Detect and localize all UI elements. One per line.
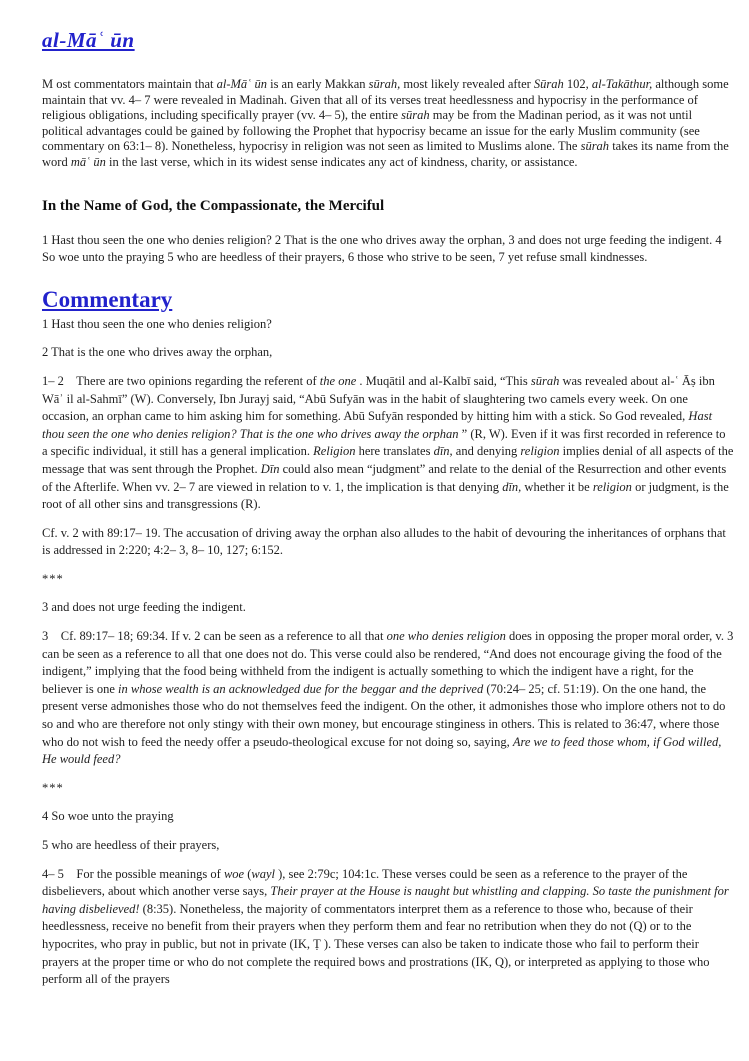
text-run: . Muqātil and al-Kalbī said, “This xyxy=(356,373,531,388)
italic-run: one who denies religion xyxy=(386,629,506,644)
section-separator xyxy=(42,571,734,589)
text-run: 3 Cf. 89:17– 18; 69:34. If v. 2 can be seen as a reference to all that xyxy=(42,629,387,644)
italic-run: al-Takāthur, xyxy=(591,77,653,91)
text-run: Cf. v. 2 with 89:17– 19. The accusation of driving away the orphan also alludes to the habit of devouring the inheritances of orphans that is addressed in 2:220; 4:2– 3, 8– 10, 127; 6:152. xyxy=(42,525,726,558)
intro-paragraph xyxy=(42,77,734,171)
text-run: 5 who are heedless of their prayers, xyxy=(42,838,220,852)
text-run: 1– 2 There are two opinions regarding the referent of xyxy=(42,373,320,388)
italic-run: Religion xyxy=(313,444,356,459)
text-run: or judgment, is the root of all other sins and transgressions (R). xyxy=(42,479,729,512)
text-run: was revealed about al-ʿ Āṣ ibn Wāʾ il al-Sahmī” (W). Conversely, Ibn Jurayj said, “Abū Sufyān was in the habit of slaughtering two camels every week. On one occasion, an orphan came to him asking him for something. Abū Sufyān responded by hitting him with a stick. So God revealed, xyxy=(42,373,715,424)
italic-run: religion xyxy=(520,444,560,459)
commentary-paragraph xyxy=(42,628,734,769)
bismillah-heading: In the Name of God, the Compassionate, the Merciful xyxy=(42,197,385,214)
text-run: may be from the Madinan period, as it was not until political advantages could be gained by following the Prophet that hypocrisy became an issue for the early Muslim community (see commentary on 63:1– 8). Nonetheless, hypocrisy in religion was not seen as limited to Muslims alone. The xyxy=(42,108,700,154)
italic-run: māʿ ūn xyxy=(70,154,106,169)
text-run: although some maintain that vv. 4– 7 were revealed in Madinah. Given that all of its verses treat heedlessness and hypocrisy in the performance of religious obligations, including specifically prayer (vv. 4– 5), the entire xyxy=(42,77,729,123)
text-run: 1 Hast thou seen the one who denies religion? xyxy=(42,316,272,331)
italic-run: dīn, xyxy=(502,479,522,494)
commentary-paragraph xyxy=(42,525,734,560)
text-run: *** xyxy=(42,780,64,795)
italic-run: sūrah, xyxy=(368,77,401,91)
text-run: takes its name from the word xyxy=(42,139,729,169)
italic-run: Sūrah xyxy=(533,77,564,91)
surah-title-link[interactable]: al-Māʿ ūn xyxy=(42,28,135,52)
text-run: (70:24– 25; cf. 51:19). On the one hand, the present verse admonishes those who do not themselves feed the indigent. On the other, it admonishes those who implore others not to do so and who are therefore not only stingy with their own money, but encourage stinginess in others. This is related to 36:47, where those who do not wish to feed the needy offer a pseudo-theological excuse for not doing so, saying, xyxy=(42,681,726,749)
italic-run: sūrah xyxy=(530,373,560,388)
italic-run: in whose wealth is an acknowledged due for the beggar and the deprived xyxy=(118,681,484,696)
verse-line xyxy=(42,316,734,334)
section-separator xyxy=(42,780,734,798)
commentary-heading-row xyxy=(42,267,734,312)
italic-run: the one xyxy=(319,373,357,388)
commentary-paragraph xyxy=(42,373,734,514)
text-run: and denying xyxy=(452,444,521,459)
text-run: *** xyxy=(42,571,64,586)
text-run: does in opposing the proper moral order, v. 3 can be seen as a reference to all that one does not do. This verse could also be rendered, “And does not encourage giving the food of the indigent,” implying that the food being withheld from the indigent is actually something to which the indigent have a right, for the believer is one xyxy=(42,629,734,696)
text-run: here translates xyxy=(355,444,434,459)
text-run: most likely revealed after xyxy=(400,77,534,91)
italic-run: religion xyxy=(592,479,632,494)
commentary-heading-link[interactable]: Commentary xyxy=(42,286,173,312)
text-run: ” (R, W). Even if it was first recorded in reference to a specific individual, it still has a general implication. xyxy=(42,426,726,459)
verse-line xyxy=(42,344,734,362)
text-run: could also mean “judgment” and relate to the denial of the Resurrection and other events of the Afterlife. When vv. 2– 7 are viewed in relation to v. 1, the implication is that denying xyxy=(42,461,727,494)
text-run: 4 So woe unto the praying xyxy=(42,809,174,824)
commentary-blocks xyxy=(42,316,734,989)
italic-run: dīn, xyxy=(433,444,453,459)
text-run: M ost commentators maintain that xyxy=(42,77,217,91)
text-run: is an early Makkan xyxy=(266,77,369,91)
surah-title-row xyxy=(42,22,734,56)
italic-run: Dīn xyxy=(260,461,280,476)
italic-run: woe xyxy=(223,866,245,881)
italic-run: sūrah xyxy=(580,139,610,154)
verse-line xyxy=(42,599,734,617)
text-run: 4– 5 For the possible meanings of xyxy=(42,866,224,881)
text-run: 3 and does not urge feeding the indigent. xyxy=(42,600,246,615)
italic-run: sūrah xyxy=(401,108,430,123)
text-run: whether it be xyxy=(521,479,593,494)
italic-run: Are we to feed those whom, if God willed, He would feed? xyxy=(42,734,722,767)
text-run: in the last verse, which in its widest sense indicates any act of kindness, charity, or assistance. xyxy=(105,154,578,169)
translation-paragraph xyxy=(42,232,734,267)
text-run: ( xyxy=(244,866,252,881)
text-run: 102, xyxy=(563,77,592,91)
italic-run: wayl xyxy=(251,866,275,881)
commentary-paragraph xyxy=(42,866,734,989)
verse-line xyxy=(42,837,734,855)
verse-line xyxy=(42,808,734,826)
text-run: (8:35). Nonetheless, the majority of commentators interpret them as a reference to those who, because of their heedlessness, receive no benefit from their prayers when they perform them and fear no retribution when they do not (Q) or to the hypocrites, who pray in public, but not in private (IK, Ṭ ). These verses can also be taken to indicate those who fail to perform their prayers at the proper time or who do not complete the required bows and prostrations (IK, Q), or interpreted as applying to those who perform all of the prayers xyxy=(42,901,710,987)
italic-run: Their prayer at the House is naught but whistling and clapping. So taste the punishment for having disbelieved! xyxy=(42,884,729,916)
text-run: ), see 2:79c; 104:1c. These verses could be seen as a reference to the prayer of the disbelievers, about which another verse says, xyxy=(42,866,688,899)
italic-run: al-Māʿ ūn xyxy=(216,77,267,91)
text-run: 1 Hast thou seen the one who denies religion? 2 That is the one who drives away the orphan, 3 and does not urge feeding the indigent. 4 So woe unto the praying 5 who are heedless of their prayers, 6 those who strive to be seen, 7 yet refuse small kindnesses. xyxy=(42,232,722,265)
text-run: implies denial of all aspects of the message that was sent through the Prophet. xyxy=(42,444,734,476)
italic-run: Hast thou seen the one who denies religion? That is the one who drives away the orphan xyxy=(42,409,713,441)
text-run: 2 That is the one who drives away the orphan, xyxy=(42,345,273,360)
